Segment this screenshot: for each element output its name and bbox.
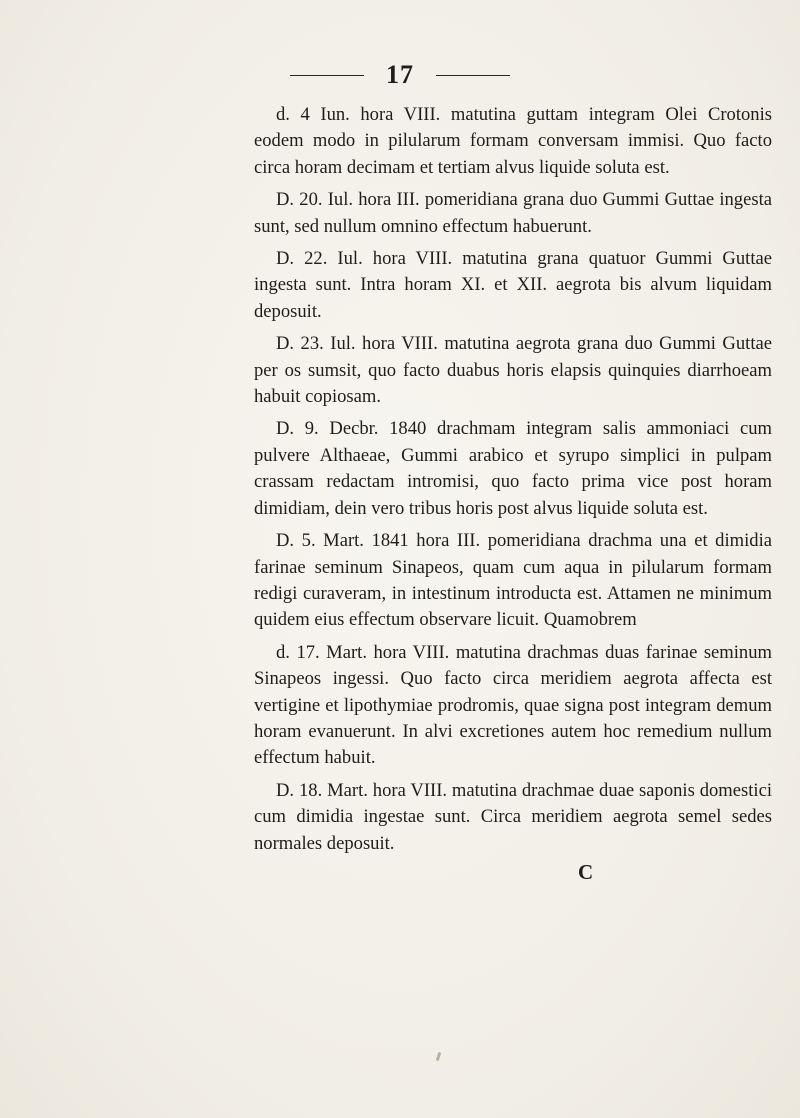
paper-speck: [436, 1052, 442, 1061]
entry-9-decbr: D. 9. Decbr. 1840 drachmam integram salis ammoniaci cum pulvere Althaeae, Gummi arabico et syrupo simplici in pulpam crassam redactam intromisi, quo facto prima vice post horam dimidiam, dein vero tribus horis post alvus liquide soluta est.: [254, 418, 772, 519]
entry-5-mart: D. 5. Mart. 1841 hora III. pomeridiana drachma una et dimidia farinae seminum Sinapeos, quam cum aqua in pilularum formam redigi curaveram, in intestinum introducta est. Attamen ne minimum quidem eius effectum observare licuit. Quamobrem: [254, 530, 772, 631]
entry-17-mart: d. 17. Mart. hora VIII. matutina drachmas duas farinae seminum Sinapeos ingessi. Quo facto circa meridiem aegrota affecta est vertigine et lipothymiae prodromis, quae signa post integram demum horam evanuerunt. In alvi excretiones autem hoc remedium nullum effectum habuit.: [254, 641, 772, 769]
page-header: [0, 60, 800, 90]
entry-22-iul: D. 22. Iul. hora VIII. matutina grana quatuor Gummi Guttae ingesta sunt. Intra horam XI. et XII. aegrota bis alvum liquidam deposuit.: [254, 248, 772, 322]
entry-20-iul: D. 20. Iul. hora III. pomeridiana grana duo Gummi Guttae ingesta sunt, sed nullum omnino effectum habuerunt.: [254, 189, 772, 237]
page-body: [254, 102, 772, 863]
entry-4-iun: d. 4 Iun. hora VIII. matutina guttam integram Olei Crotonis eodem modo in pilularum formam conversam immisi. Quo facto circa horam decimam et tertiam alvus liquide soluta est.: [254, 104, 772, 178]
signature-mark: C: [578, 860, 595, 884]
entry-18-mart: D. 18. Mart. hora VIII. matutina drachmae duae saponis domestici cum dimidia ingestae sunt. Circa meridiem aegrota semel sedes normales deposuit.: [254, 779, 772, 854]
page-number: 17: [386, 60, 414, 89]
header-rule-left: [290, 75, 364, 76]
header-rule-right: [436, 75, 510, 76]
entry-23-iul: D. 23. Iul. hora VIII. matutina aegrota grana duo Gummi Guttae per os sumsit, quo facto duabus horis elapsis quinquies diarrhoeam habuit copiosam.: [254, 333, 772, 408]
